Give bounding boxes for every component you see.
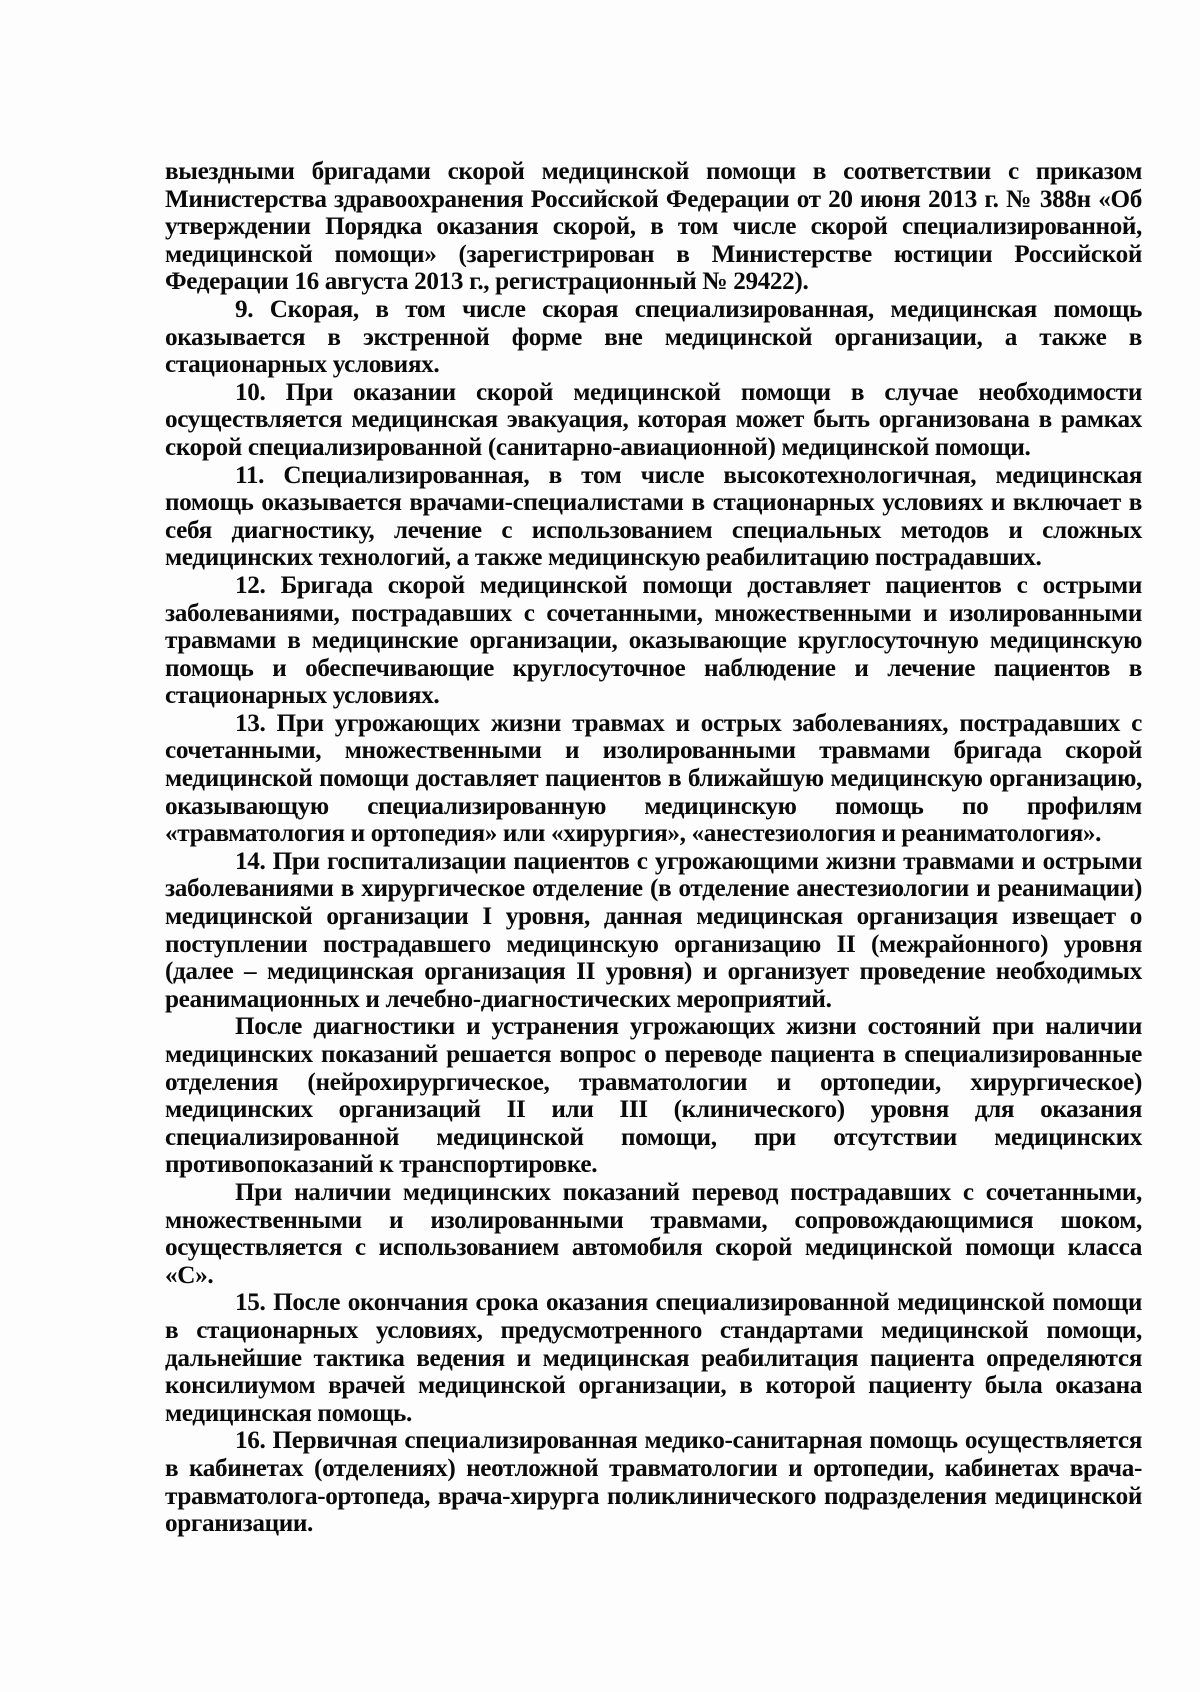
paragraph-13: 13. При угрожающих жизни травмах и острых заболеваниях, пострадавших с сочетанными, множественными и изолированными травмами бригада скорой медицинской помощи доставляет пациентов в ближайшую медицинскую организацию, оказывающую специализированную медицинскую помощь по профилям «травматология и ортопедия» или «хирургия», «анестезиология и реаниматология». <box>165 709 1142 848</box>
paragraph-16: 16. Первичная специализированная медико-санитарная помощь осуществляется в кабинетах (отделениях) неотложной травматологии и ортопедии, кабинетах врача-травматолога-ортопеда, врача-хирурга поликлинического подразделения медицинской организации. <box>165 1427 1142 1538</box>
paragraph-continuation: выездными бригадами скорой медицинской помощи в соответствии с приказом Министерства здравоохранения Российской Федерации от 20 июня 2013 г. № 388н «Об утверждении Порядка оказания скорой, в том числе скорой специализированной, медицинской помощи» (зарегистрирован в Министерстве юстиции Российской Федерации 16 августа 2013 г., регистрационный № 29422). <box>165 158 1142 296</box>
paragraph-15: 15. После окончания срока оказания специализированной медицинской помощи в стационарных условиях, предусмотренного стандартами медицинской помощи, дальнейшие тактика ведения и медицинская реабилитация пациента определяются консилиумом врачей медицинской организации, в которой пациенту была оказана медицинская помощь. <box>165 1289 1142 1427</box>
paragraph-14: 14. При госпитализации пациентов с угрожающими жизни травмами и острыми заболеваниями в хирургическое отделение (в отделение анестезиологии и реанимации) медицинской организации I уровня, данная медицинская организация извещает о поступлении пострадавшего медицинскую организацию II (межрайонного) уровня (далее – медицинская организация II уровня) и организует проведение необходимых реанимационных и лечебно-диагностических мероприятий. <box>165 847 1142 1013</box>
paragraph-12: 12. Бригада скорой медицинской помощи доставляет пациентов с острыми заболеваниями, пострадавших с сочетанными, множественными и изолированными травмами в медицинские организации, оказывающие круглосуточную медицинскую помощь и обеспечивающие круглосуточное наблюдение и лечение пациентов в стационарных условиях. <box>165 571 1142 710</box>
paragraph-10: 10. При оказании скорой медицинской помощи в случае необходимости осуществляется медицинская эвакуация, которая может быть организована в рамках скорой специализированной (санитарно-авиационной) медицинской помощи. <box>165 378 1142 461</box>
document-body <box>165 158 1142 1538</box>
paragraph-14-diagnostics: После диагностики и устранения угрожающих жизни состояний при наличии медицинских показаний решается вопрос о переводе пациента в специализированные отделения (нейрохирургическое, травматологии и ортопедии, хирургическое) медицинских организаций II или III (клинического) уровня для оказания специализированной медицинской помощи, при отсутствии медицинских противопоказаний к транспортировке. <box>165 1013 1142 1179</box>
paragraph-14-transfer: При наличии медицинских показаний перевод пострадавших с сочетанными, множественными и изолированными травмами, сопровождающимися шоком, осуществляется с использованием автомобиля скорой медицинской помощи класса «С». <box>165 1178 1142 1289</box>
paragraph-9: 9. Скорая, в том числе скорая специализированная, медицинская помощь оказывается в экстренной форме вне медицинской организации, а также в стационарных условиях. <box>165 295 1142 379</box>
paragraph-11: 11. Специализированная, в том числе высокотехнологичная, медицинская помощь оказывается врачами-специалистами в стационарных условиях и включает в себя диагностику, лечение с использованием специальных методов и сложных медицинских технологий, а также медицинскую реабилитацию пострадавших. <box>165 461 1142 572</box>
